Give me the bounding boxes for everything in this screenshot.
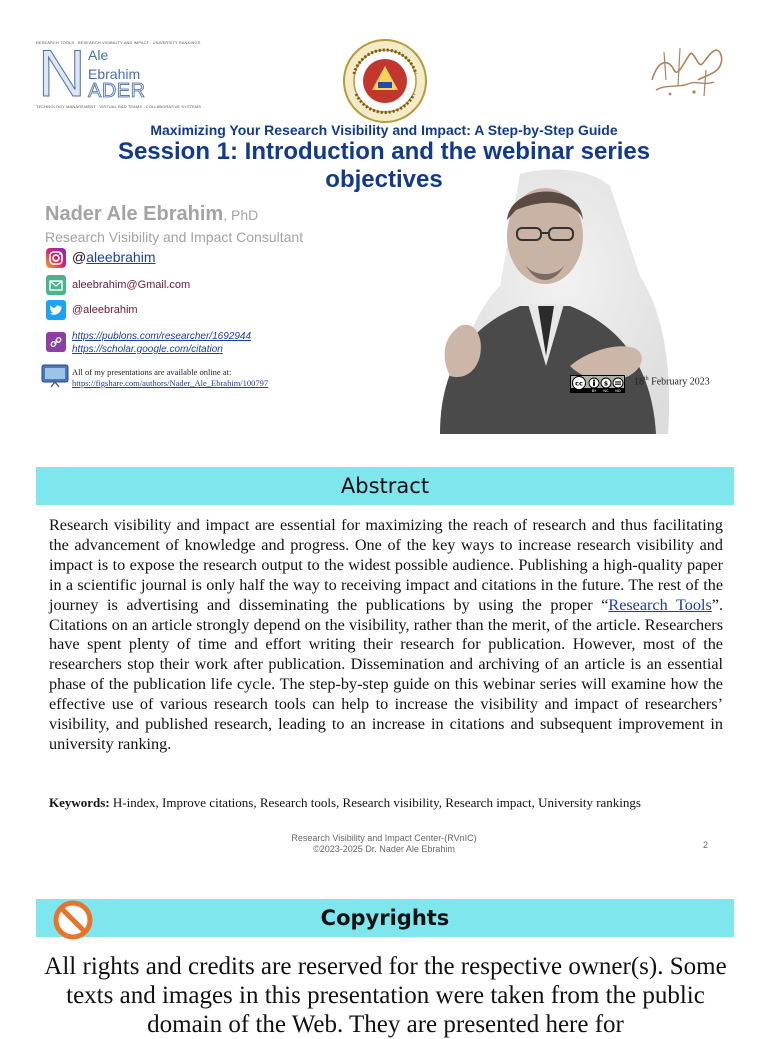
keywords-line — [49, 795, 641, 811]
copyrights-heading: Copyrights — [320, 906, 450, 930]
session-title: Session 1: Introduction and the webinar series objectives — [117, 138, 651, 193]
author-name — [45, 203, 258, 226]
email-icon — [46, 275, 66, 295]
series-subtitle: Maximizing Your Research Visibility and Impact: A Step-by-Step Guide — [150, 122, 618, 138]
figshare-link[interactable]: https://figshare.com/authors/Nader_Ale_Ebrahim/100797 — [72, 378, 269, 388]
author-logo — [36, 36, 202, 110]
svg-text:NC: NC — [603, 389, 609, 393]
instagram-at: @ — [72, 249, 87, 265]
scholar-link[interactable]: https://scholar.google.com/citation — [72, 344, 223, 355]
logo-tagline-bottom: TECHNOLOGY MANAGEMENT . VIRTUAL R&D TEAMS . COLLABORATIVE SYSTEMS — [36, 104, 202, 109]
keywords-label: Keywords: — [49, 795, 110, 810]
presentation-date — [634, 376, 710, 387]
link-icon — [46, 332, 66, 352]
publons-link[interactable]: https://publons.com/researcher/1692944 — [72, 331, 251, 342]
abstract-text-part1: Research visibility and impact are essential for maximizing the reach of research and thus facilitating the advancement of knowledge and progress. One of the key ways to increase research visibility and impact is to expose the research output to the widest possible audience. Publishing a high-quality paper in a scientific journal is only half the way to receiving impact and citations in the future. The rest of the journey is advertising and disseminating the publications by using the proper “ — [49, 516, 723, 614]
author-role: Research Visibility and Impact Consultant — [45, 229, 304, 245]
logo-line-1: Ale — [88, 47, 109, 63]
date-rest: February 2023 — [648, 376, 710, 388]
svg-text:$: $ — [603, 380, 609, 388]
keywords-list: H-index, Improve citations, Research tools, Research visibility, Research impact, University rankings — [109, 795, 641, 810]
online-label: All of my presentations are available online at: — [72, 367, 232, 377]
email-address[interactable]: aleebrahim@Gmail.com — [72, 279, 191, 291]
abstract-body — [49, 516, 723, 755]
svg-text:BY: BY — [591, 389, 597, 393]
calligraphy-emblem — [644, 40, 728, 100]
date-ordinal: th — [644, 376, 649, 382]
instagram-icon — [46, 248, 66, 268]
footer-copyright: ©2023-2025 Dr. Nader Ale Ebrahim — [313, 844, 455, 854]
prohibited-icon — [50, 899, 96, 941]
instagram-handle[interactable] — [72, 249, 155, 265]
logo-line-3: ADER — [88, 80, 146, 102]
abstract-heading: Abstract — [340, 474, 430, 498]
presentation-screen-icon — [41, 364, 69, 388]
logo-line-2: Ebrahim — [88, 66, 141, 82]
svg-text:ND: ND — [615, 389, 621, 393]
twitter-icon — [46, 300, 66, 320]
author-name-text: Nader Ale Ebrahim — [45, 203, 224, 225]
ministry-seal-emblem — [342, 38, 428, 124]
abstract-heading-bar — [36, 467, 734, 505]
page-footer — [0, 833, 768, 855]
online-presentations — [72, 367, 268, 389]
date-day: 18 — [634, 376, 644, 388]
logo-letter: N — [38, 36, 86, 110]
speaker-photo — [420, 166, 672, 434]
copyrights-text: All rights and credits are reserved for the respective owner(s). Some texts and images in this presentation were taken from the public domain of the Web. They are presented here for — [44, 953, 727, 1038]
page-number: 2 — [703, 840, 709, 850]
author-degree: , PhD — [223, 207, 259, 223]
instagram-link[interactable]: aleebrahim — [86, 249, 156, 265]
creative-commons-badge — [570, 375, 625, 393]
copyrights-heading-bar — [36, 899, 734, 937]
twitter-handle[interactable]: @aleebrahim — [72, 304, 138, 316]
svg-text:cc: cc — [575, 379, 583, 388]
logo-tagline-top: RESEARCH TOOLS . RESEARCH VISIBILITY AND IMPACT . UNIVERSITY RANKINGS — [36, 40, 201, 45]
research-tools-link[interactable]: Research Tools — [608, 595, 712, 614]
abstract-text-part2: ”. Citations on an article strongly depend on the visibility, rather than the merit, of the article. Researchers have spent plenty of time and effort writing their research for publication. However, most of the researchers stop their work after publication. Dissemination and archiving of an article is an essential phase of the publication life cycle. The step-by-step guide on this webinar series will examine how the effective use of various research tools can help to increase the visibility and impact of researchers’ visibility, and published research, leading to an increase in citations and subsequent improvement in university ranking. — [49, 595, 723, 753]
footer-center-name: Research Visibility and Impact Center-(RVnIC) — [291, 833, 477, 843]
